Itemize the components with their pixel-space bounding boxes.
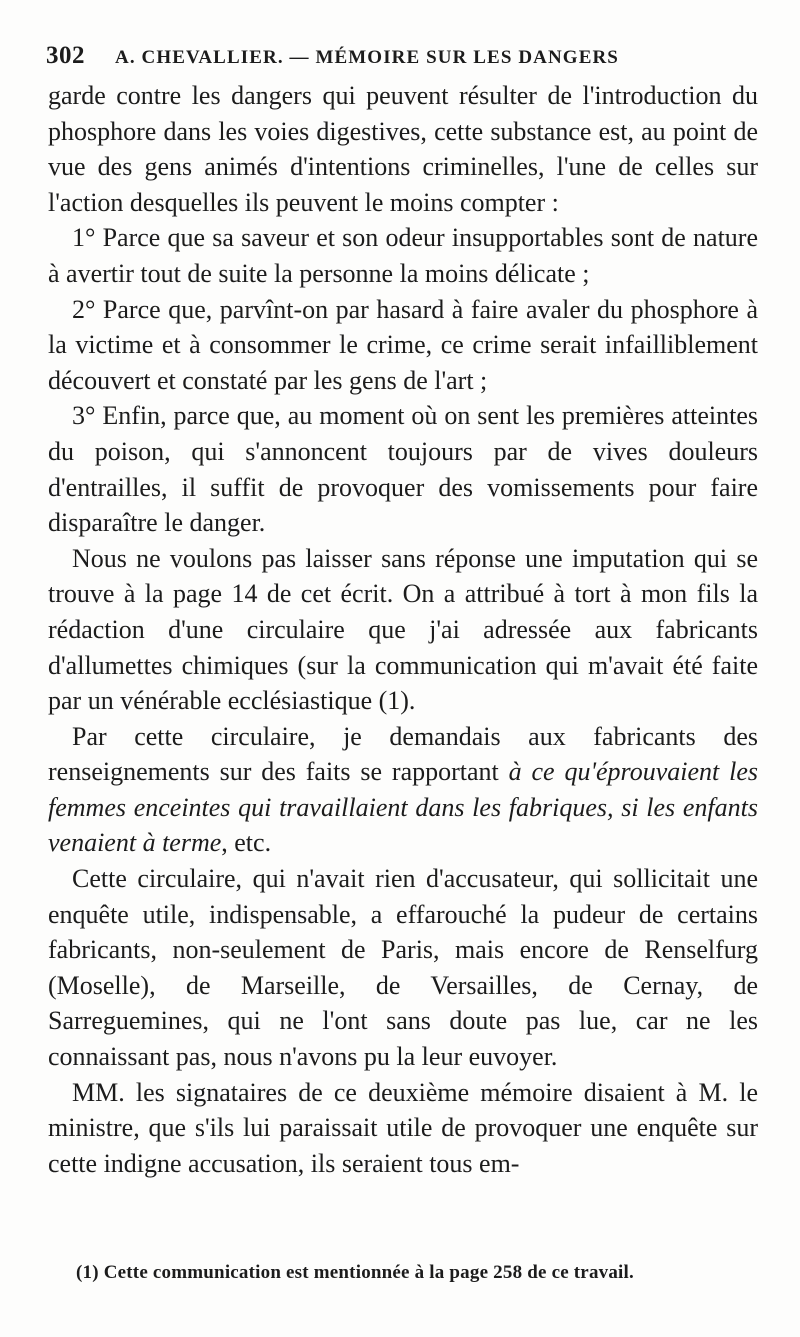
paragraph-8: MM. les signataires de ce deuxième mémoire disaient à M. le ministre, que s'ils lui paraissait utile de provoquer une enquête sur cette indigne accusation, ils seraient tous em- <box>48 1077 758 1178</box>
paragraph-2: 1° Parce que sa saveur et son odeur insupportables sont de nature à avertir tout de suite la personne la moins délicate ; <box>48 223 758 288</box>
running-head: A. CHEVALLIER. — MÉMOIRE SUR LES DANGERS <box>115 47 619 68</box>
paragraph-6-end: , etc. <box>221 828 272 858</box>
paragraph-6-start: Par cette circulaire, je demandais aux fabricants des renseignements sur des faits se rapportant <box>48 721 758 787</box>
paragraph-1: garde contre les dangers qui peuvent résulter de l'introduction du phosphore dans les voies digestives, cette substance est, au point de vue des gens animés d'intentions criminelles, l'une de celles sur l'action desquelles ils peuvent le moins compter : <box>48 81 758 217</box>
paragraph-6-italic: à ce qu'éprouvaient les femmes enceintes qui travaillaient dans les fabriques, si les enfants venaient à terme <box>48 757 758 858</box>
paragraph-4: 3° Enfin, parce que, au moment où on sent les premières atteintes du poison, qui s'annoncent toujours par de vives douleurs d'entrailles, il suffit de provoquer des vomissements pour faire disparaître le danger. <box>48 401 758 538</box>
body-text <box>48 78 758 1181</box>
paragraph-6 <box>48 719 758 861</box>
paragraph-7: Cette circulaire, qui n'avait rien d'accusateur, qui sollicitait une enquête utile, indispensable, a effarouché la pudeur de certains fabricants, non-seulement de Paris, mais encore de Renselfurg (Moselle), de Marseille, de Versailles, de Cernay, de Sarreguemines, qui ne l'ont sans doute pas lue, car ne les connaissant pas, nous n'avons pu la leur euvoyer. <box>48 864 758 1072</box>
page-number: 302 <box>46 42 85 69</box>
paragraph-5: Nous ne voulons pas laisser sans réponse une imputation qui se trouve à la page 14 de cet écrit. On a attribué à tort à mon fils la rédaction d'une circulaire que j'ai adressée aux fabricants d'allumettes chimiques (sur la communication qui m'avait été faite par un vénérable ecclésiastique (1). <box>48 543 758 716</box>
page-header <box>46 42 760 76</box>
footnote: (1) Cette communication est mentionnée à la page 258 de ce travail. <box>76 1262 634 1283</box>
paragraph-3: 2° Parce que, parvînt-on par hasard à faire avaler du phosphore à la victime et à consommer le crime, ce crime serait infailliblement découvert et constaté par les gens de l'art ; <box>48 294 758 395</box>
